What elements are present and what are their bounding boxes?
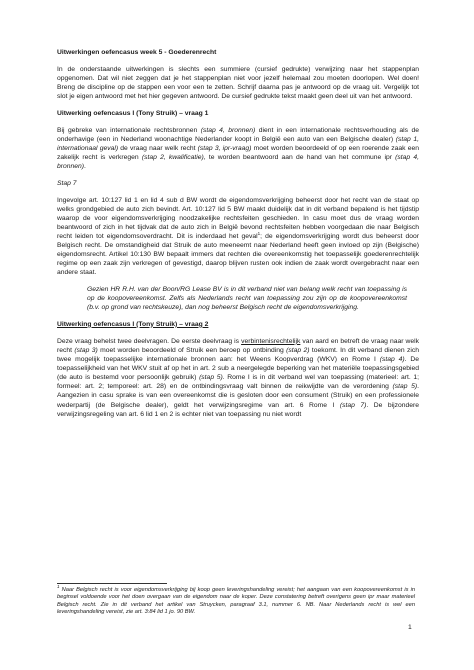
italic-quote: Gezien HR R.H. van der Boon/RG Lease BV is in dit verband niet van belang welk recht van toepassing is op de koopovereenkomst. Zelfs als Nederlands recht van toepassing zou zijn op de koopovereenkomst (b.v. op grond van rechtskeuze), dan nog beheerst Belgisch recht de eigendomsverkrijging. [87,285,407,312]
text-run: Bij gebreke van internationale rechtsbronnen [57,127,201,135]
footnote-reference[interactable]: 1 [257,230,261,236]
text-run: moet worden beoordeeld of Struik een beroep op ontbinding [97,346,287,354]
text-run: van aard en betreft de vraag naar welk recht [57,337,419,354]
underlined-term: verbintenisrechtelijk [241,337,301,345]
text-run: . [84,163,86,171]
text-run: Deze vraag behelst twee deelvragen. De eerste deelvraag is [57,337,242,345]
step-reference: (stap 7) [339,401,367,409]
step-reference: (stap 5) [392,383,418,391]
section2-heading: Uitwerking oefencasus I (Tony Struik) – vraag 2 [57,320,209,328]
text-run: dient in een internationale rechtsverhouding als de onderhavige (een in Nederland woonachtige Nederlander koopt in België een auto van een Belgische dealer) [57,127,420,144]
text-run: . Aangezien in casu sprake is van een overeenkomst die is gesloten door een consument (Struik) en een professionele wederpartij (de Belgische dealer), geldt het verwijzingsregime van art. 6 Rome I [57,383,419,409]
text-run: ; de eigendomsverkrijging wordt dus beheerst door Belgisch recht. De omstandigheid dat Struik de auto meeneemt naar Nederland heeft geen invloed op zijn (Belgische) eigendomsrecht. Artikel 10:130 BW bepaalt immers dat rechten die overeenkomstig het toepasselijk goederenrechtelijk regime op een zaak zijn verkregen of gevestigd, daarop blijven rusten ook indien de zaak wordt overgebracht naar een andere staat. [57,233,419,277]
section2-paragraph-1 [57,337,419,419]
text-run: , te worden beantwoord aan de hand van het commune ipr [203,154,396,162]
step-reference: (stap 3) [74,346,98,354]
step-reference: (stap 2, kwalificatie) [141,154,204,162]
footnote-mark: 1 [57,584,60,590]
intro-paragraph: In de onderstaande uitwerkingen is slechts een summiere (cursief gedrukte) verwijzing naar het stappenplan opgenomen. Dat wil niet zeggen dat je het stappenplan niet voor jezelf helemaal zou moeten doorlopen. Wel doen! Breng de discipline op de stappen een voor een te zetten. Schrijf daarna pas je antwoord op de vraag uit. Vergelijk tot slot je eigen antwoord met het hier gegeven antwoord. De cursief gedrukte tekst maakt geen deel uit van het antwoord. [57,66,419,101]
text-run: moet worden beoordeeld of op een roerende zaak een zakelijk recht is verkregen [57,145,419,162]
text-run: toekomt. In dit verband dienen zich twee mogelijk toepasselijke internationale bronnen aan: het Weens Koopverdrag (WKV) en Rome I [57,346,419,364]
section1-heading: Uitwerking oefencasus I (Tony Struik) – vraag 1 [57,109,209,117]
step-reference: (stap 2) [286,346,310,354]
page-number: 1 [408,624,412,631]
text-run: . De bijzondere verwijzingsregeling van art. 6 lid 1 en 2 is echter niet van toepassing nu niet wordt [57,401,419,418]
step-label: Stap 7 [57,180,77,188]
step-reference: (stap 3, ipr-vraag) [197,145,252,153]
footnote [57,584,415,617]
text-run: Ingevolge art. 10:127 lid 1 en lid 4 sub d BW wordt de eigendomsverkrijging beheerst door het recht van de staat op welks grondgebied de auto zich bevindt. Art. 10:127 lid 5 BW maakt duidelijk dat in dit verband bepalend is het tijdstip waarop de voor eigendomsverkrijging noodzakelijke rechtsfeiten geschieden. In casu moet dus de vraag worden beantwoord of zich in het tijdvak dat de auto zich in België bevond rechtsfeiten hebben voorgedaan die naar Belgisch recht leiden tot eigendomsoverdracht. Dit is inderdaad het geval [57,196,419,240]
section1-paragraph-1 [57,126,419,171]
step-reference: (stap 4, bronnen) [57,154,419,171]
document-title: Uitwerkingen oefencasus week 5 - Goederenrecht [57,49,217,56]
text-run: . De toepasselijkheid van het WKV stuit af op het in art. 2 sub a neergelegde beperking van het materiële toepassingsgebied (de auto is bestemd voor persoonlijk gebruik) [57,356,419,382]
section1-paragraph-2 [57,196,419,278]
step-reference: (stap 4, bronnen) [200,127,256,135]
footnote-text: Naar Belgisch recht is voor eigendomsverkrijging bij koop geen leveringshandeling vereist; het aangaan van een koopovereenkomst is in beginsel voldoende voor het doen overgaan van de eigendom naar de koper. Deze constatering betreft overigens geen ipr maar materieel Belgisch recht. Zie in dit verband het artikel van Struycken, paragraaf 3.1, nummer 6. NB. Naar Nederlands recht is wel een leveringshandeling vereist, zie art. 3:84 lid 1 jo. 90 BW. [57,587,415,616]
footnote-separator [57,583,167,584]
text-run: de vraag naar welk recht [118,145,198,153]
step-reference: (stap 1, internationaal geval) [57,136,419,153]
step-reference: (stap 5) [199,374,223,382]
text-run: . Rome I is in dit verband wel van toepassing (materieel: art. 1; formeel: art. 2; temporeel: art. 28) en de ontbindingsvraag valt binnen de reikwijdte van de verordening [57,374,419,391]
step-reference: (stap 4) [379,356,405,364]
